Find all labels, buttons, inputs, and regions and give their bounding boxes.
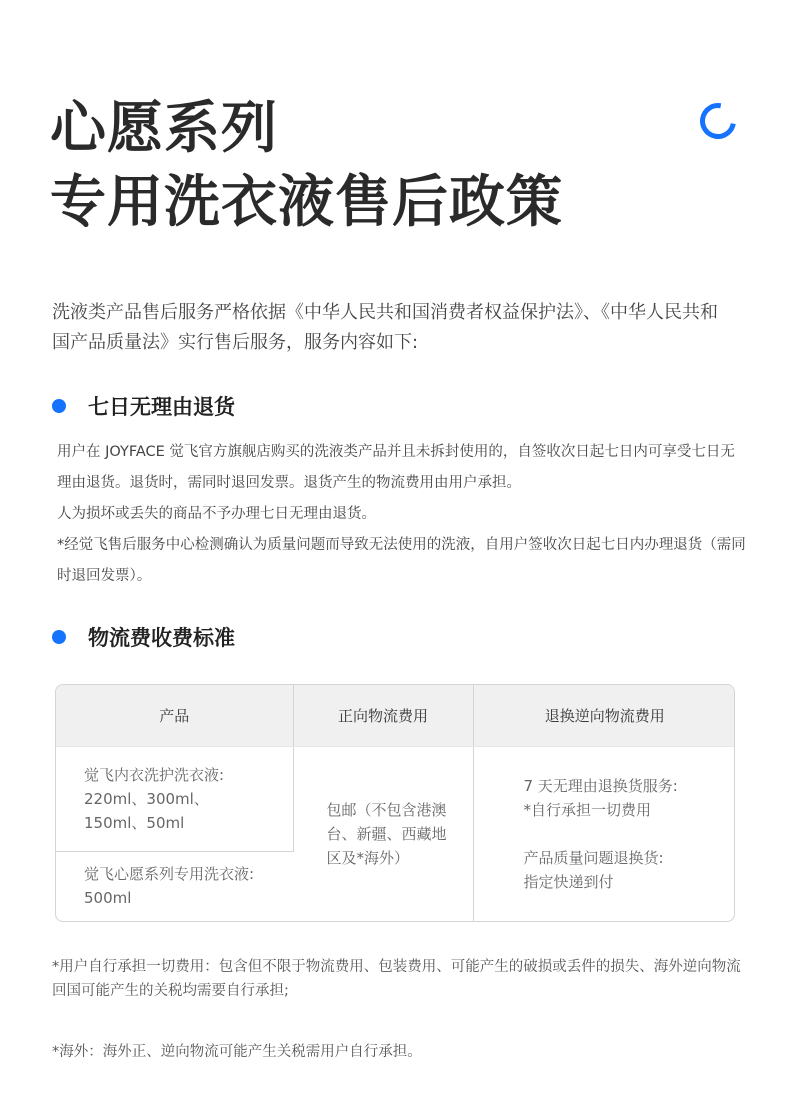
footnote: *用户自行承担一切费用：包含但不限于物流费用、包装费用、可能产生的破损或丢件的损失、海外逆向物流回国可能产生的关税均需要自行承担;	[52, 959, 741, 999]
table-row	[56, 747, 735, 852]
section-title-shipping: 物流费收费标准	[88, 626, 235, 650]
shipping-fee-table	[55, 684, 735, 922]
policy-paragraph: 用户在 JOYFACE 觉飞官方旗舰店购买的洗液类产品并且未拆封使用的，自签收次日起七日内可享受七日无理由退货。退货时，需同时退回发票。退货产生的物流费用由用户承担。	[57, 444, 735, 491]
return-policy-text	[57, 437, 747, 592]
section-heading-return	[52, 391, 235, 421]
forward-shipping-cell: 包邮（不包含港澳台、新疆、西藏地区及*海外）	[293, 747, 473, 922]
bullet-dot-icon	[52, 630, 66, 644]
product-sizes: 500ml	[84, 889, 132, 908]
reverse-shipping-line: 产品质量问题退换货:	[523, 849, 664, 867]
product-cell	[56, 851, 293, 921]
product-name: 觉飞内衣洗护洗衣液:	[84, 765, 225, 784]
circle-logo-icon	[693, 96, 743, 146]
page-title	[50, 92, 563, 240]
footnote: *海外：海外正、逆向物流可能产生关税需用户自行承担。	[52, 1044, 422, 1060]
title-line-1: 心愿系列	[50, 96, 278, 161]
title-line-2: 专用洗衣液售后政策	[50, 170, 563, 235]
reverse-shipping-cell	[473, 747, 735, 922]
reverse-shipping-line: *自行承担一切费用	[523, 801, 652, 819]
reverse-shipping-line: 指定快递到付	[523, 873, 614, 891]
product-sizes: 220ml、300ml、	[84, 789, 209, 808]
product-cell	[56, 747, 293, 852]
section-title-return: 七日无理由退货	[88, 395, 235, 419]
column-header-forward-shipping: 正向物流费用	[293, 685, 473, 747]
product-name: 觉飞心愿系列专用洗衣液:	[84, 865, 255, 884]
product-sizes: 150ml、50ml	[84, 813, 185, 832]
intro-text: 洗液类产品售后服务严格依据《中华人民共和国消费者权益保护法》、《中华人民共和国产品质量法》实行售后服务，服务内容如下:	[52, 302, 718, 353]
column-header-product: 产品	[56, 685, 293, 747]
policy-paragraph: *经觉飞售后服务中心检测确认为质量问题而导致无法使用的洗液，自用户签收次日起七日内办理退货（需同时退回发票）。	[57, 537, 746, 584]
section-heading-shipping	[52, 622, 235, 652]
column-header-reverse-shipping: 退换逆向物流费用	[473, 685, 735, 747]
footnotes	[52, 955, 742, 1101]
policy-paragraph: 人为损坏或丢失的商品不予办理七日无理由退货。	[57, 506, 376, 522]
bullet-dot-icon	[52, 399, 66, 413]
reverse-shipping-line: 7 天无理由退换货服务:	[523, 777, 678, 795]
